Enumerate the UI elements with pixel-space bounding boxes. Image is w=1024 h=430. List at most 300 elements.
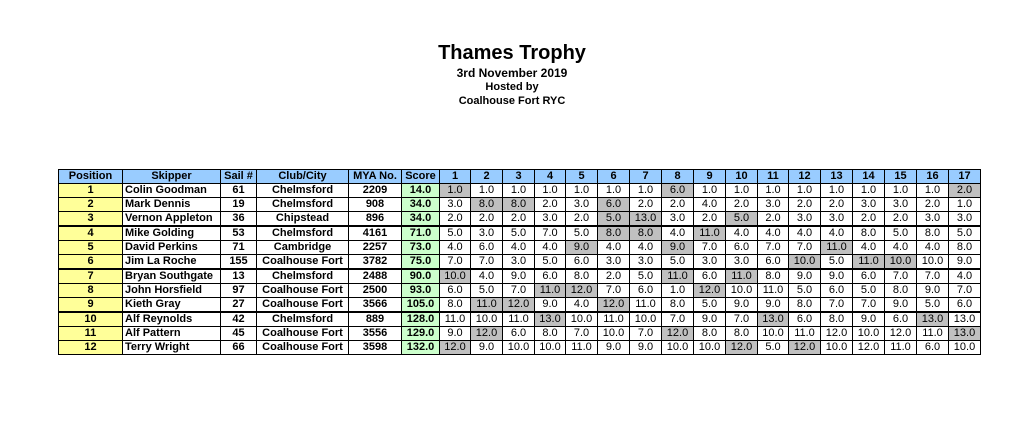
race-result-cell: 4.0 — [917, 241, 949, 255]
race-result-cell: 3.0 — [917, 212, 949, 227]
race-result-cell: 11.0 — [694, 226, 726, 241]
col-race: 10 — [726, 170, 758, 184]
skipper-cell: Mike Golding — [123, 226, 221, 241]
col-race: 15 — [885, 170, 917, 184]
race-result-cell: 11.0 — [598, 312, 630, 327]
race-result-cell: 4.0 — [885, 241, 917, 255]
club-cell: Coalhouse Fort — [257, 298, 349, 313]
col-club: Club/City — [257, 170, 349, 184]
race-result-cell: 8.0 — [471, 198, 503, 212]
race-result-cell: 2.0 — [694, 212, 726, 227]
race-result-cell: 13.0 — [949, 327, 981, 341]
race-result-cell: 8.0 — [535, 327, 566, 341]
table-row — [59, 284, 981, 298]
race-result-cell: 6.0 — [853, 269, 885, 284]
race-result-cell: 6.0 — [503, 327, 535, 341]
sail-number-cell: 45 — [221, 327, 257, 341]
race-result-cell: 7.0 — [821, 298, 853, 313]
race-result-cell: 10.0 — [821, 341, 853, 355]
race-result-cell: 8.0 — [630, 226, 662, 241]
race-result-cell: 1.0 — [535, 184, 566, 198]
race-result-cell: 9.0 — [885, 298, 917, 313]
col-race: 4 — [535, 170, 566, 184]
race-result-cell: 10.0 — [726, 284, 758, 298]
race-result-cell: 7.0 — [503, 284, 535, 298]
race-result-cell: 10.0 — [853, 327, 885, 341]
score-cell: 71.0 — [402, 226, 440, 241]
race-result-cell: 6.0 — [662, 184, 694, 198]
race-result-cell: 9.0 — [821, 269, 853, 284]
sail-number-cell: 42 — [221, 312, 257, 327]
race-result-cell: 11.0 — [821, 241, 853, 255]
race-result-cell: 8.0 — [917, 226, 949, 241]
race-result-cell: 4.0 — [566, 298, 598, 313]
table-row — [59, 184, 981, 198]
race-result-cell: 5.0 — [821, 255, 853, 270]
race-result-cell: 5.0 — [440, 226, 471, 241]
race-result-cell: 8.0 — [853, 226, 885, 241]
table-row — [59, 255, 981, 270]
skipper-cell: Bryan Southgate — [123, 269, 221, 284]
club-cell: Chelmsford — [257, 312, 349, 327]
race-result-cell: 5.0 — [789, 284, 821, 298]
score-cell: 90.0 — [402, 269, 440, 284]
header-row — [59, 170, 981, 184]
race-result-cell: 6.0 — [535, 269, 566, 284]
race-result-cell: 8.0 — [566, 269, 598, 284]
position-cell: 9 — [59, 298, 123, 313]
sail-number-cell: 19 — [221, 198, 257, 212]
club-cell: Coalhouse Fort — [257, 255, 349, 270]
table-row — [59, 198, 981, 212]
race-result-cell: 5.0 — [662, 255, 694, 270]
race-result-cell: 5.0 — [917, 298, 949, 313]
race-result-cell: 4.0 — [630, 241, 662, 255]
race-result-cell: 6.0 — [726, 241, 758, 255]
race-result-cell: 4.0 — [694, 198, 726, 212]
race-result-cell: 2.0 — [758, 212, 789, 227]
race-result-cell: 6.0 — [440, 284, 471, 298]
mya-number-cell: 896 — [349, 212, 402, 227]
race-result-cell: 10.0 — [949, 341, 981, 355]
race-result-cell: 7.0 — [598, 284, 630, 298]
race-result-cell: 3.0 — [662, 212, 694, 227]
race-result-cell: 7.0 — [535, 226, 566, 241]
race-result-cell: 12.0 — [885, 327, 917, 341]
col-race: 12 — [789, 170, 821, 184]
table-row — [59, 226, 981, 241]
score-cell: 75.0 — [402, 255, 440, 270]
col-race: 6 — [598, 170, 630, 184]
race-result-cell: 10.0 — [471, 312, 503, 327]
race-result-cell: 3.0 — [758, 198, 789, 212]
race-result-cell: 2.0 — [566, 212, 598, 227]
skipper-cell: Vernon Appleton — [123, 212, 221, 227]
mya-number-cell: 3566 — [349, 298, 402, 313]
race-result-cell: 3.0 — [789, 212, 821, 227]
race-result-cell: 12.0 — [662, 327, 694, 341]
race-result-cell: 10.0 — [566, 312, 598, 327]
race-result-cell: 11.0 — [503, 312, 535, 327]
race-result-cell: 5.0 — [694, 298, 726, 313]
skipper-cell: Alf Pattern — [123, 327, 221, 341]
position-cell: 3 — [59, 212, 123, 227]
score-cell: 93.0 — [402, 284, 440, 298]
race-result-cell: 7.0 — [471, 255, 503, 270]
mya-number-cell: 3782 — [349, 255, 402, 270]
race-result-cell: 3.0 — [885, 198, 917, 212]
race-result-cell: 10.0 — [630, 312, 662, 327]
race-result-cell: 11.0 — [440, 312, 471, 327]
race-result-cell: 3.0 — [821, 212, 853, 227]
race-result-cell: 3.0 — [694, 255, 726, 270]
sail-number-cell: 66 — [221, 341, 257, 355]
race-result-cell: 9.0 — [440, 327, 471, 341]
race-result-cell: 10.0 — [598, 327, 630, 341]
club-cell: Coalhouse Fort — [257, 327, 349, 341]
table-row — [59, 241, 981, 255]
race-result-cell: 9.0 — [949, 255, 981, 270]
score-cell: 105.0 — [402, 298, 440, 313]
club-cell: Coalhouse Fort — [257, 284, 349, 298]
score-cell: 34.0 — [402, 212, 440, 227]
race-result-cell: 4.0 — [821, 226, 853, 241]
race-result-cell: 11.0 — [471, 298, 503, 313]
mya-number-cell: 2257 — [349, 241, 402, 255]
race-result-cell: 1.0 — [630, 184, 662, 198]
score-cell: 14.0 — [402, 184, 440, 198]
club-cell: Chipstead — [257, 212, 349, 227]
sail-number-cell: 27 — [221, 298, 257, 313]
race-result-cell: 3.0 — [440, 198, 471, 212]
race-result-cell: 10.0 — [440, 269, 471, 284]
race-result-cell: 12.0 — [789, 341, 821, 355]
position-cell: 4 — [59, 226, 123, 241]
club-cell: Chelmsford — [257, 184, 349, 198]
race-result-cell: 9.0 — [694, 312, 726, 327]
race-result-cell: 2.0 — [821, 198, 853, 212]
race-result-cell: 12.0 — [598, 298, 630, 313]
race-result-cell: 7.0 — [630, 327, 662, 341]
table-row — [59, 327, 981, 341]
race-result-cell: 12.0 — [440, 341, 471, 355]
score-cell: 34.0 — [402, 198, 440, 212]
race-result-cell: 13.0 — [630, 212, 662, 227]
race-result-cell: 7.0 — [949, 284, 981, 298]
col-race: 2 — [471, 170, 503, 184]
sail-number-cell: 13 — [221, 269, 257, 284]
race-result-cell: 11.0 — [630, 298, 662, 313]
race-result-cell: 8.0 — [885, 284, 917, 298]
race-result-cell: 7.0 — [917, 269, 949, 284]
col-sail: Sail # — [221, 170, 257, 184]
race-result-cell: 3.0 — [503, 255, 535, 270]
club-cell: Chelmsford — [257, 198, 349, 212]
race-result-cell: 5.0 — [949, 226, 981, 241]
race-result-cell: 4.0 — [758, 226, 789, 241]
col-race: 17 — [949, 170, 981, 184]
score-cell: 129.0 — [402, 327, 440, 341]
col-race: 11 — [758, 170, 789, 184]
sail-number-cell: 97 — [221, 284, 257, 298]
race-result-cell: 7.0 — [758, 241, 789, 255]
race-result-cell: 13.0 — [535, 312, 566, 327]
sail-number-cell: 53 — [221, 226, 257, 241]
race-result-cell: 5.0 — [598, 212, 630, 227]
col-race: 8 — [662, 170, 694, 184]
race-result-cell: 11.0 — [662, 269, 694, 284]
race-result-cell: 7.0 — [662, 312, 694, 327]
skipper-cell: Kieth Gray — [123, 298, 221, 313]
race-result-cell: 1.0 — [917, 184, 949, 198]
race-result-cell: 9.0 — [758, 298, 789, 313]
hosted-by-label: Hosted by — [485, 81, 539, 93]
race-result-cell: 2.0 — [917, 198, 949, 212]
mya-number-cell: 3598 — [349, 341, 402, 355]
race-result-cell: 5.0 — [503, 226, 535, 241]
sail-number-cell: 61 — [221, 184, 257, 198]
race-result-cell: 6.0 — [630, 284, 662, 298]
table-row — [59, 212, 981, 227]
race-result-cell: 6.0 — [598, 198, 630, 212]
host-club: Coalhouse Fort RYC — [458, 95, 566, 107]
race-result-cell: 12.0 — [566, 284, 598, 298]
race-result-cell: 12.0 — [821, 327, 853, 341]
race-result-cell: 10.0 — [694, 341, 726, 355]
position-cell: 2 — [59, 198, 123, 212]
race-result-cell: 4.0 — [503, 241, 535, 255]
race-result-cell: 4.0 — [789, 226, 821, 241]
position-cell: 8 — [59, 284, 123, 298]
position-cell: 6 — [59, 255, 123, 270]
race-result-cell: 13.0 — [758, 312, 789, 327]
race-result-cell: 9.0 — [662, 241, 694, 255]
score-cell: 132.0 — [402, 341, 440, 355]
skipper-cell: David Perkins — [123, 241, 221, 255]
race-result-cell: 9.0 — [917, 284, 949, 298]
race-result-cell: 1.0 — [853, 184, 885, 198]
race-result-cell: 12.0 — [471, 327, 503, 341]
race-result-cell: 1.0 — [758, 184, 789, 198]
race-result-cell: 2.0 — [853, 212, 885, 227]
skipper-cell: Alf Reynolds — [123, 312, 221, 327]
mya-number-cell: 908 — [349, 198, 402, 212]
race-result-cell: 10.0 — [758, 327, 789, 341]
race-result-cell: 5.0 — [630, 269, 662, 284]
race-result-cell: 6.0 — [917, 341, 949, 355]
mya-number-cell: 2209 — [349, 184, 402, 198]
race-result-cell: 1.0 — [885, 184, 917, 198]
skipper-cell: Mark Dennis — [123, 198, 221, 212]
race-result-cell: 11.0 — [758, 284, 789, 298]
race-result-cell: 12.0 — [503, 298, 535, 313]
score-cell: 73.0 — [402, 241, 440, 255]
race-result-cell: 6.0 — [949, 298, 981, 313]
race-result-cell: 4.0 — [440, 241, 471, 255]
sail-number-cell: 155 — [221, 255, 257, 270]
race-result-cell: 11.0 — [726, 269, 758, 284]
race-result-cell: 7.0 — [789, 241, 821, 255]
race-result-cell: 12.0 — [726, 341, 758, 355]
race-result-cell: 2.0 — [503, 212, 535, 227]
race-result-cell: 10.0 — [662, 341, 694, 355]
race-result-cell: 2.0 — [630, 198, 662, 212]
race-result-cell: 4.0 — [535, 241, 566, 255]
race-result-cell: 3.0 — [566, 198, 598, 212]
race-result-cell: 3.0 — [535, 212, 566, 227]
col-race: 14 — [853, 170, 885, 184]
race-result-cell: 1.0 — [503, 184, 535, 198]
race-result-cell: 3.0 — [630, 255, 662, 270]
event-title: Thames Trophy — [438, 42, 586, 64]
race-result-cell: 1.0 — [662, 284, 694, 298]
race-result-cell: 6.0 — [885, 312, 917, 327]
race-result-cell: 4.0 — [662, 226, 694, 241]
race-result-cell: 4.0 — [598, 241, 630, 255]
race-result-cell: 2.0 — [885, 212, 917, 227]
race-result-cell: 10.0 — [789, 255, 821, 270]
race-result-cell: 9.0 — [853, 312, 885, 327]
race-result-cell: 7.0 — [694, 241, 726, 255]
race-result-cell: 9.0 — [471, 341, 503, 355]
race-result-cell: 8.0 — [789, 298, 821, 313]
position-cell: 11 — [59, 327, 123, 341]
race-result-cell: 4.0 — [471, 269, 503, 284]
race-result-cell: 2.0 — [598, 269, 630, 284]
col-score: Score — [402, 170, 440, 184]
race-result-cell: 6.0 — [821, 284, 853, 298]
race-result-cell: 1.0 — [694, 184, 726, 198]
race-result-cell: 1.0 — [789, 184, 821, 198]
club-cell: Chelmsford — [257, 226, 349, 241]
club-cell: Coalhouse Fort — [257, 341, 349, 355]
skipper-cell: Terry Wright — [123, 341, 221, 355]
race-result-cell: 12.0 — [853, 341, 885, 355]
race-result-cell: 9.0 — [503, 269, 535, 284]
race-result-cell: 4.0 — [853, 241, 885, 255]
col-race: 16 — [917, 170, 949, 184]
event-date: 3rd November 2019 — [456, 66, 568, 80]
race-result-cell: 5.0 — [471, 284, 503, 298]
race-result-cell: 2.0 — [789, 198, 821, 212]
race-result-cell: 5.0 — [853, 284, 885, 298]
race-result-cell: 6.0 — [789, 312, 821, 327]
mya-number-cell: 3556 — [349, 327, 402, 341]
race-result-cell: 5.0 — [758, 341, 789, 355]
race-result-cell: 3.0 — [726, 255, 758, 270]
mya-number-cell: 2500 — [349, 284, 402, 298]
results-table — [58, 169, 981, 355]
col-race: 7 — [630, 170, 662, 184]
race-result-cell: 3.0 — [949, 212, 981, 227]
position-cell: 7 — [59, 269, 123, 284]
race-result-cell: 1.0 — [440, 184, 471, 198]
col-race: 13 — [821, 170, 853, 184]
race-result-cell: 5.0 — [726, 212, 758, 227]
race-result-cell: 9.0 — [789, 269, 821, 284]
race-result-cell: 9.0 — [566, 241, 598, 255]
race-result-cell: 6.0 — [694, 269, 726, 284]
race-result-cell: 10.0 — [503, 341, 535, 355]
mya-number-cell: 889 — [349, 312, 402, 327]
race-result-cell: 11.0 — [853, 255, 885, 270]
race-result-cell: 1.0 — [821, 184, 853, 198]
race-result-cell: 10.0 — [535, 341, 566, 355]
col-skipper: Skipper — [123, 170, 221, 184]
race-result-cell: 8.0 — [503, 198, 535, 212]
race-result-cell: 11.0 — [535, 284, 566, 298]
race-result-cell: 4.0 — [949, 269, 981, 284]
race-result-cell: 10.0 — [885, 255, 917, 270]
sail-number-cell: 71 — [221, 241, 257, 255]
club-cell: Chelmsford — [257, 269, 349, 284]
race-result-cell: 7.0 — [566, 327, 598, 341]
race-result-cell: 1.0 — [949, 198, 981, 212]
col-race: 3 — [503, 170, 535, 184]
race-result-cell: 2.0 — [949, 184, 981, 198]
race-result-cell: 8.0 — [662, 298, 694, 313]
race-result-cell: 5.0 — [885, 226, 917, 241]
skipper-cell: John Horsfield — [123, 284, 221, 298]
col-position: Position — [59, 170, 123, 184]
race-result-cell: 9.0 — [630, 341, 662, 355]
race-result-cell: 5.0 — [566, 226, 598, 241]
race-result-cell: 11.0 — [885, 341, 917, 355]
results-body — [59, 184, 981, 355]
position-cell: 12 — [59, 341, 123, 355]
race-result-cell: 8.0 — [440, 298, 471, 313]
race-result-cell: 7.0 — [440, 255, 471, 270]
race-result-cell: 12.0 — [694, 284, 726, 298]
race-result-cell: 6.0 — [471, 241, 503, 255]
col-race: 9 — [694, 170, 726, 184]
mya-number-cell: 2488 — [349, 269, 402, 284]
sail-number-cell: 36 — [221, 212, 257, 227]
race-result-cell: 2.0 — [440, 212, 471, 227]
position-cell: 10 — [59, 312, 123, 327]
position-cell: 1 — [59, 184, 123, 198]
race-result-cell: 11.0 — [917, 327, 949, 341]
race-result-cell: 1.0 — [566, 184, 598, 198]
race-result-cell: 8.0 — [694, 327, 726, 341]
table-row — [59, 269, 981, 284]
table-row — [59, 341, 981, 355]
race-result-cell: 7.0 — [885, 269, 917, 284]
race-result-cell: 13.0 — [949, 312, 981, 327]
col-race: 1 — [440, 170, 471, 184]
race-result-cell: 1.0 — [598, 184, 630, 198]
col-mya: MYA No. — [349, 170, 402, 184]
mya-number-cell: 4161 — [349, 226, 402, 241]
race-result-cell: 1.0 — [471, 184, 503, 198]
race-result-cell: 8.0 — [598, 226, 630, 241]
race-result-cell: 3.0 — [471, 226, 503, 241]
race-result-cell: 11.0 — [789, 327, 821, 341]
score-cell: 128.0 — [402, 312, 440, 327]
race-result-cell: 6.0 — [758, 255, 789, 270]
skipper-cell: Jim La Roche — [123, 255, 221, 270]
race-result-cell: 8.0 — [821, 312, 853, 327]
race-result-cell: 1.0 — [726, 184, 758, 198]
col-race: 5 — [566, 170, 598, 184]
skipper-cell: Colin Goodman — [123, 184, 221, 198]
race-result-cell: 8.0 — [758, 269, 789, 284]
race-result-cell: 10.0 — [917, 255, 949, 270]
race-result-cell: 11.0 — [566, 341, 598, 355]
race-result-cell: 3.0 — [853, 198, 885, 212]
race-result-cell: 8.0 — [726, 327, 758, 341]
race-result-cell: 9.0 — [726, 298, 758, 313]
